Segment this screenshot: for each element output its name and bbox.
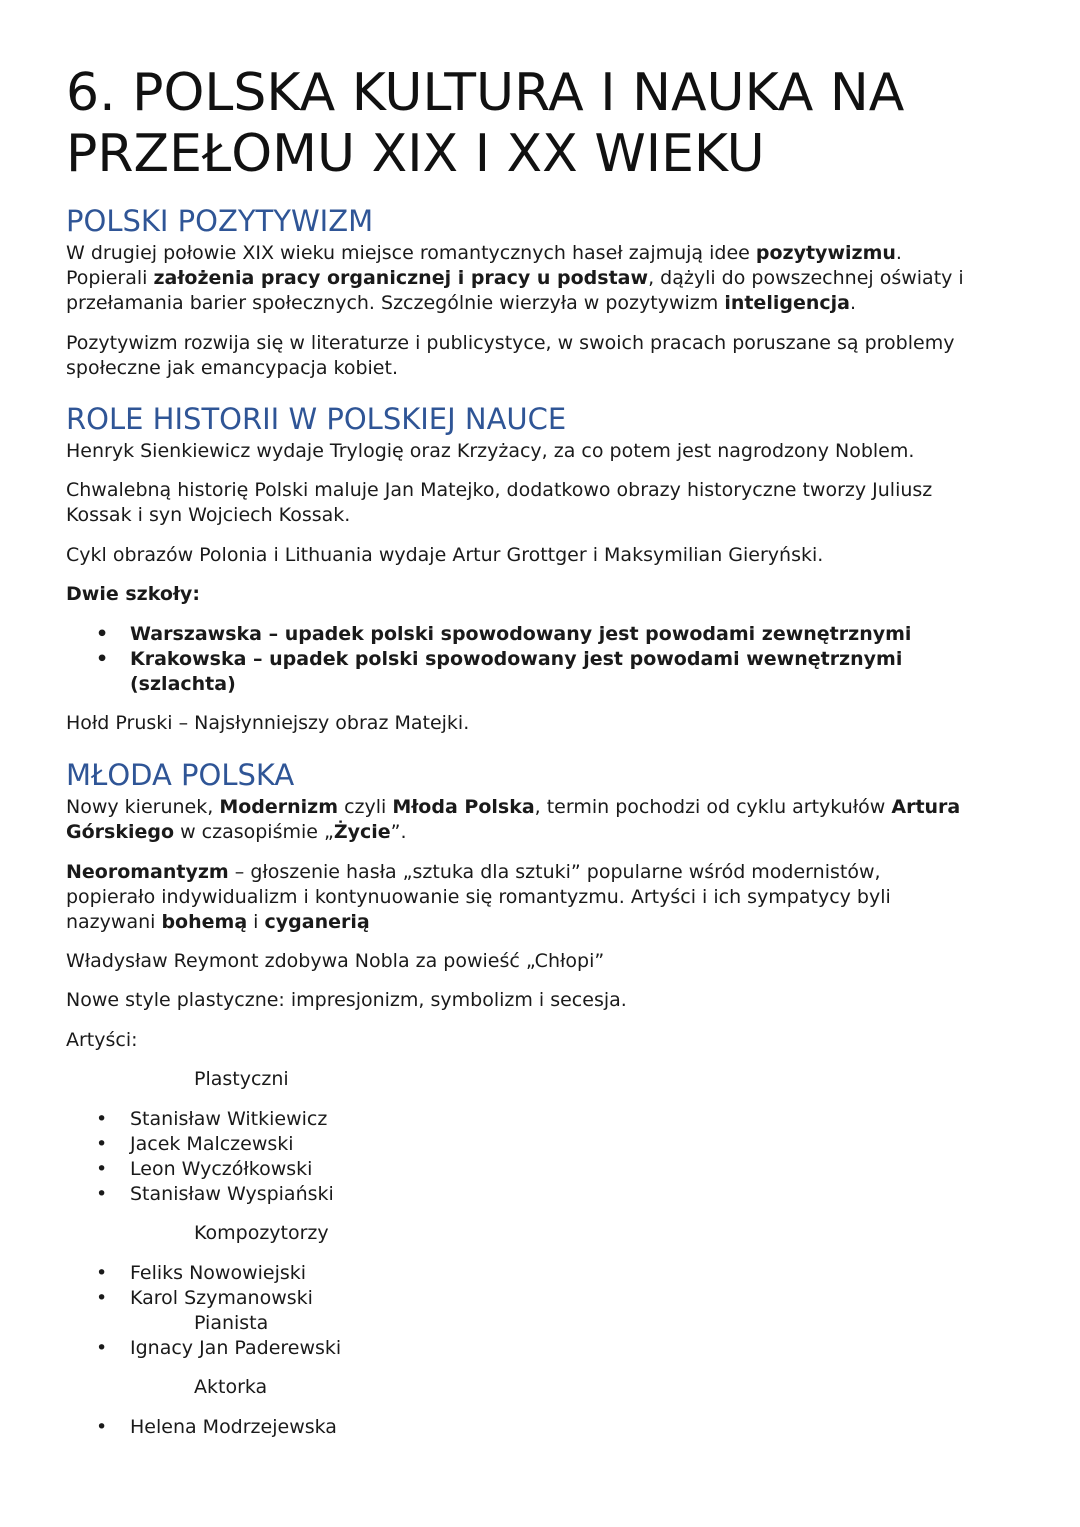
paragraph-styles: Nowe style plastyczne: impresjonizm, symbolizm i secesja. xyxy=(66,989,627,1011)
text: . xyxy=(895,242,902,264)
text: nazywani xyxy=(66,911,162,933)
bold-text: pozytywizmu xyxy=(755,242,896,264)
artists-list-pianista xyxy=(66,1336,1014,1361)
section-heading-pozytywizm: POLSKI POZYTYWIZM xyxy=(66,204,374,238)
section-heading-mloda-polska: MŁODA POLSKA xyxy=(66,758,295,792)
text: przełamania barier społecznych. Szczególnie wierzyła w pozytywizm xyxy=(66,292,725,314)
bold-text: Artura xyxy=(891,796,961,818)
bullet-icon: • xyxy=(96,1337,108,1359)
list-item xyxy=(66,622,1014,647)
paragraph-hold-pruski: Hołd Pruski – Najsłynniejszy obraz Matejki. xyxy=(66,712,470,734)
group-label-kompozytorzy: Kompozytorzy xyxy=(194,1222,329,1244)
text: w czasopiśmie „ xyxy=(174,821,334,843)
text: Stanisław Wyspiański xyxy=(130,1183,334,1205)
bold-text: założenia pracy organicznej i pracy u podstaw xyxy=(153,267,649,289)
list-item xyxy=(66,1415,1014,1440)
group-label-pianista: Pianista xyxy=(194,1312,269,1334)
bullet-icon: • xyxy=(96,1416,108,1438)
list-item xyxy=(66,1157,1014,1182)
schools-list xyxy=(66,622,1014,697)
text: Warszawska – upadek polski spowodowany jest powodami zewnętrznymi xyxy=(130,623,912,645)
text: , termin pochodzi od cyklu artykułów xyxy=(534,796,892,818)
bullet-icon: • xyxy=(96,1287,108,1309)
paragraph-reymont: Władysław Reymont zdobywa Nobla za powieść „Chłopi” xyxy=(66,950,605,972)
paragraph-pozytywizm-2 xyxy=(66,331,1014,381)
text: , dążyli do powszechnej oświaty i xyxy=(648,267,964,289)
bullet-icon: • xyxy=(96,1183,108,1205)
text: . xyxy=(849,292,857,314)
artists-list-aktorka xyxy=(66,1415,1014,1440)
text: Helena Modrzejewska xyxy=(130,1416,337,1438)
text: Popierali xyxy=(66,267,154,289)
text: – głoszenie hasła „sztuka dla sztuki” popularne wśród modernistów, xyxy=(228,861,881,883)
paragraph-neoromantyzm xyxy=(66,860,1014,935)
bold-text: inteligencja xyxy=(724,292,850,314)
bullet-icon: • xyxy=(96,1133,108,1155)
text: ”. xyxy=(390,821,407,843)
text: Stanisław Witkiewicz xyxy=(130,1108,328,1130)
list-item xyxy=(66,1182,1014,1207)
bold-text: cyganerią xyxy=(264,911,370,933)
text: Ignacy Jan Paderewski xyxy=(130,1337,342,1359)
text: Feliks Nowowiejski xyxy=(130,1262,307,1284)
bullet-icon: • xyxy=(96,648,109,670)
text: Karol Szymanowski xyxy=(130,1287,313,1309)
bold-text: bohemą xyxy=(161,911,248,933)
bold-text: Młoda Polska xyxy=(392,796,535,818)
text: Leon Wyczółkowski xyxy=(130,1158,313,1180)
bullet-icon: • xyxy=(96,1158,108,1180)
text: Kossak i syn Wojciech Kossak. xyxy=(66,504,351,526)
text: Chwalebną historię Polski maluje Jan Matejko, dodatkowo obrazy historyczne tworzy Juliusz xyxy=(66,479,933,501)
text: czyli xyxy=(338,796,393,818)
bold-text: Życie xyxy=(333,821,391,843)
artists-list-kompozytorzy xyxy=(66,1261,1014,1311)
list-item xyxy=(66,1132,1014,1157)
paragraph-historia-3: Cykl obrazów Polonia i Lithuania wydaje Artur Grottger i Maksymilian Gieryński. xyxy=(66,544,824,566)
list-item xyxy=(66,1261,1014,1286)
artists-list-plastyczni xyxy=(66,1107,1014,1207)
text: popierało indywidualizm i kontynuowanie się romantyzmu. Artyści i ich sympatycy byli xyxy=(66,886,891,908)
text: Jacek Malczewski xyxy=(130,1133,294,1155)
paragraph-pozytywizm-1 xyxy=(66,241,1014,316)
title-line-2: PRZEŁOMU XIX I XX WIEKU xyxy=(66,124,765,184)
list-item xyxy=(66,1336,1014,1361)
paragraph-mloda-polska-1 xyxy=(66,795,1014,845)
text: W drugiej połowie XIX wieku miejsce romantycznych haseł zajmują idee xyxy=(66,242,756,264)
page-title xyxy=(66,0,1014,185)
text: Krakowska – upadek polski spowodowany jest powodami wewnętrznymi xyxy=(130,648,903,670)
list-item xyxy=(66,1107,1014,1132)
text: i xyxy=(247,911,265,933)
group-label-aktorka: Aktorka xyxy=(194,1376,268,1398)
title-line-1: 6. POLSKA KULTURA I NAUKA NA xyxy=(66,63,905,123)
bold-text: Górskiego xyxy=(66,821,175,843)
list-item xyxy=(66,1286,1014,1311)
text: Nowy kierunek, xyxy=(66,796,220,818)
bold-text: Modernizm xyxy=(219,796,339,818)
paragraph-historia-1: Henryk Sienkiewicz wydaje Trylogię oraz Krzyżacy, za co potem jest nagrodzony Noblem. xyxy=(66,440,915,462)
text: Pozytywizm rozwija się w literaturze i publicystyce, w swoich pracach poruszane są problemy xyxy=(66,332,955,354)
text: (szlachta) xyxy=(130,673,236,695)
schools-label: Dwie szkoły: xyxy=(66,583,200,605)
paragraph-historia-2 xyxy=(66,478,1014,528)
section-heading-historia: ROLE HISTORII W POLSKIEJ NAUCE xyxy=(66,402,567,436)
bold-text: Neoromantyzm xyxy=(66,861,229,883)
list-item xyxy=(66,647,1014,697)
bullet-icon: • xyxy=(96,1262,108,1284)
artists-label: Artyści: xyxy=(66,1029,138,1051)
group-label-plastyczni: Plastyczni xyxy=(194,1068,289,1090)
text: społeczne jak emancypacja kobiet. xyxy=(66,357,398,379)
bullet-icon: • xyxy=(96,1108,108,1130)
bullet-icon: • xyxy=(96,623,109,645)
